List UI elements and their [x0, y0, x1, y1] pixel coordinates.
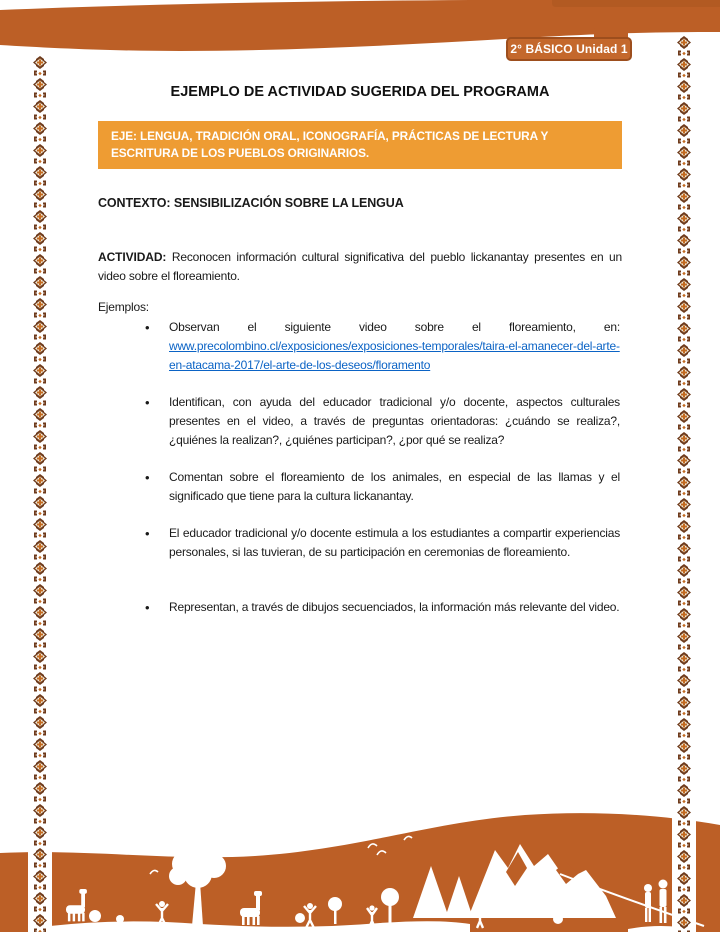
ejemplos-label: Ejemplos: — [98, 300, 149, 314]
video-link[interactable]: www.precolombino.cl/exposiciones/exposiciones-temporales/taira-el-amanecer-del-arte-en-atacama-2017/el-arte-de-los-deseos/floramento — [169, 339, 620, 372]
textile-pattern-icon — [28, 56, 52, 932]
bullet-lead-text: • Observan el siguiente video sobre el floreamiento, en: — [169, 320, 620, 334]
bullet-item-comentan: • Comentan sobre el floreamiento de los animales, en especial de las llamas y el significado que tiene para la cultura lickanantay. — [169, 468, 620, 506]
bullet-item-educador: • El educador tradicional y/o docente estimula a los estudiantes a compartir experiencias personales, si las tuvieran, de su participación en ceremonias de floreamiento. — [169, 524, 620, 562]
contexto-heading: CONTEXTO: SENSIBILIZACIÓN SOBRE LA LENGUA — [98, 196, 404, 210]
actividad-label: ACTIVIDAD: — [98, 250, 167, 264]
unit-badge: 2° BÁSICO Unidad 1 — [506, 37, 632, 61]
bullet-item-video — [169, 318, 620, 375]
textile-border-right — [672, 36, 696, 932]
footer-landscape-illustration — [0, 812, 720, 932]
textile-border-left — [28, 56, 52, 932]
actividad-paragraph — [98, 248, 622, 286]
actividad-text: Reconocen información cultural significativa del pueblo lickanantay presentes en un video sobre el floreamiento. — [98, 250, 622, 283]
textile-pattern-icon — [672, 36, 696, 932]
eje-banner: EJE: LENGUA, TRADICIÓN ORAL, ICONOGRAFÍA, PRÁCTICAS DE LECTURA Y ESCRITURA DE LOS PUEBLOS ORIGINARIOS. — [98, 121, 622, 169]
bullet-item-identifican: • Identifican, con ayuda del educador tradicional y/o docente, aspectos culturales presentes en el video, a través de preguntas orientadoras: ¿cuándo se realiza?, ¿quiénes la realizan?, ¿quiénes participan?, ¿por qué se realiza? — [169, 393, 620, 450]
examples-list — [98, 318, 622, 617]
page-title: EJEMPLO DE ACTIVIDAD SUGERIDA DEL PROGRAMA — [170, 84, 550, 100]
bullet-item-representan: • Representan, a través de dibujos secuenciados, la información más relevante del video. — [169, 598, 620, 617]
